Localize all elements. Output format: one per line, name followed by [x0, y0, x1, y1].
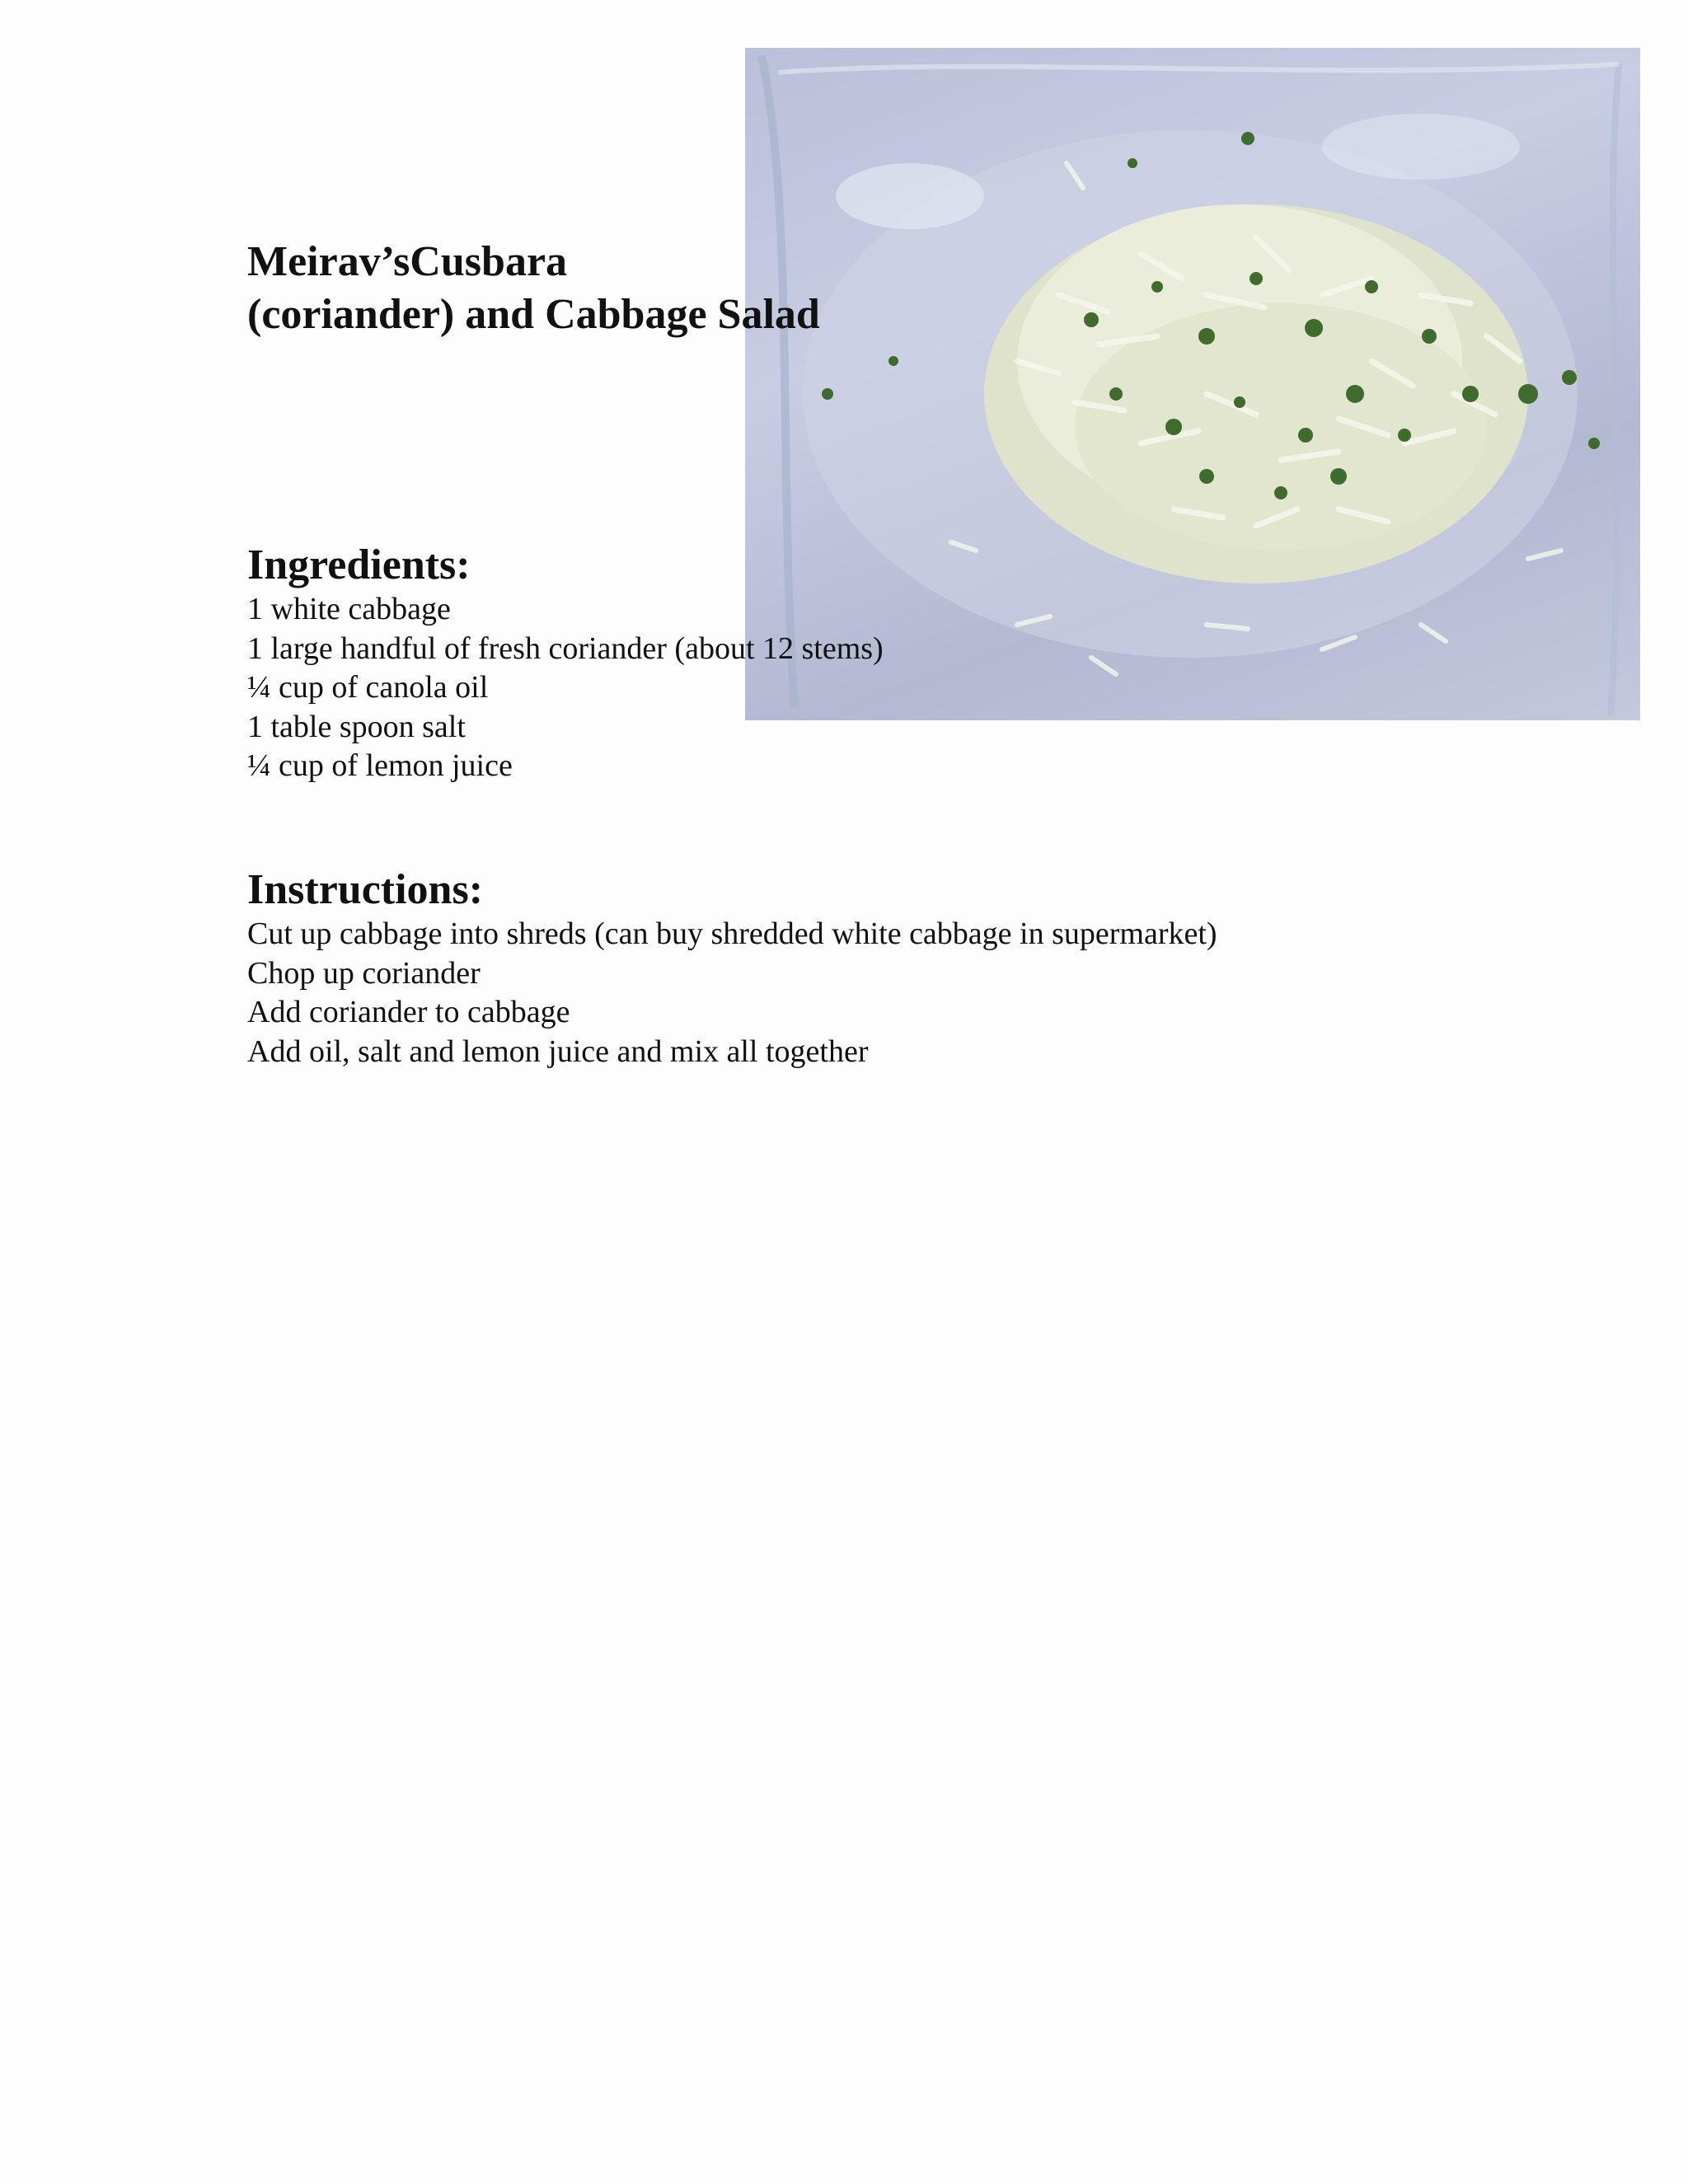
title-line-2: (coriander) and Cabbage Salad [247, 291, 820, 338]
instruction-step: Add coriander to cabbage [247, 995, 570, 1029]
page-title [247, 236, 820, 341]
instruction-step: Cut up cabbage into shreds (can buy shredded white cabbage in supermarket) [247, 916, 1217, 951]
ingredient-item: ¼ cup of canola oil [247, 670, 489, 705]
ingredient-item: 1 large handful of fresh coriander (about 12 stems) [247, 630, 884, 666]
instructions-heading: Instructions: [247, 866, 484, 913]
ingredient-item: 1 table spoon salt [247, 709, 466, 744]
ingredient-item: 1 white cabbage [247, 592, 451, 626]
instructions-list [247, 915, 1217, 1071]
ingredients-heading: Ingredients: [247, 541, 471, 588]
title-line-1: Meirav’sCusbara [247, 238, 568, 285]
ingredient-item: ¼ cup of lemon juice [247, 748, 513, 783]
instruction-step: Add oil, salt and lemon juice and mix all together [247, 1033, 869, 1069]
instruction-step: Chop up coriander [247, 955, 481, 991]
ingredients-list [247, 590, 884, 786]
